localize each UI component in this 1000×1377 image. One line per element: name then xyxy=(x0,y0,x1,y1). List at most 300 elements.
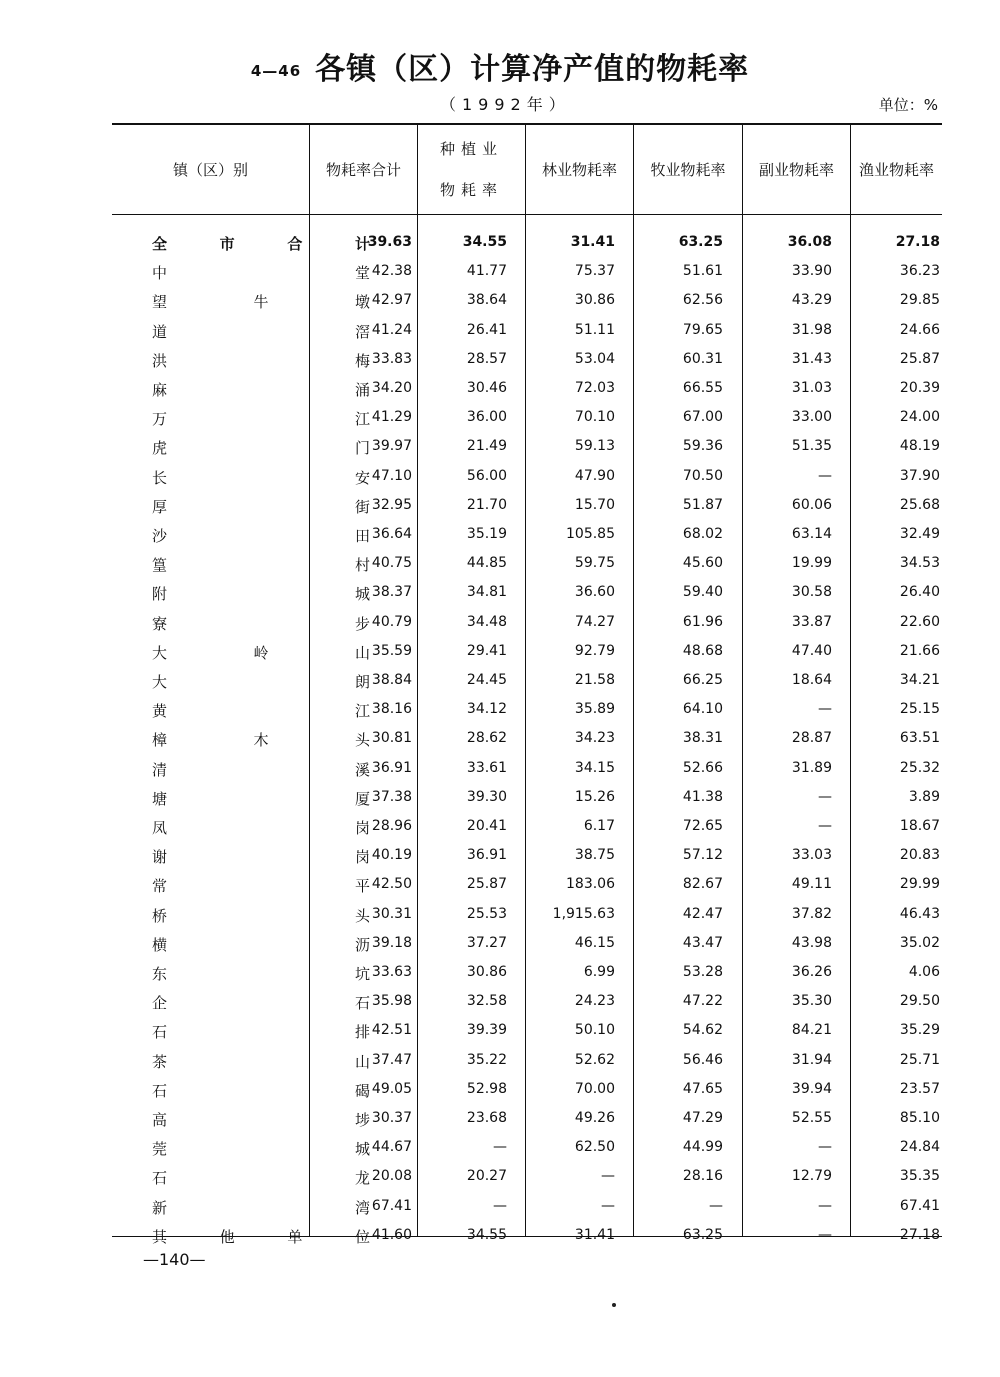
cell-forestry: 49.26 xyxy=(574,1110,615,1126)
cell-animal: 60.31 xyxy=(682,350,723,367)
cell-forestry: 21.58 xyxy=(574,672,615,688)
cell-planting: 39.30 xyxy=(466,788,507,805)
region-name-char: 长 xyxy=(152,468,168,487)
cell-animal: 42.47 xyxy=(682,905,723,922)
table-row xyxy=(112,1016,942,1045)
cell-fishery: 26.40 xyxy=(899,584,940,601)
cell-sideline: 37.82 xyxy=(791,905,832,922)
region-name-char: 樟 xyxy=(152,731,168,750)
region-name-char: 桥 xyxy=(152,906,168,925)
cell-sideline: 31.43 xyxy=(791,350,832,367)
row-region-name xyxy=(152,788,370,809)
region-name-char: 位 xyxy=(354,1227,370,1246)
cell-total: 42.50 xyxy=(371,876,412,893)
cell-fishery: 34.53 xyxy=(899,555,940,572)
cell-sideline: 31.89 xyxy=(791,759,832,776)
cell-forestry: 15.70 xyxy=(574,496,615,513)
cell-total: 41.60 xyxy=(371,1226,412,1243)
header-planting-bottom: 物耗率 xyxy=(439,181,503,199)
region-name-char: 城 xyxy=(354,585,370,604)
table-row xyxy=(112,900,942,929)
region-name-char: 梅 xyxy=(354,351,370,370)
cell-fishery: 35.29 xyxy=(899,1022,940,1039)
cell-fishery: 25.32 xyxy=(899,759,940,776)
cell-total: 36.64 xyxy=(371,526,412,542)
cell-fishery: 18.67 xyxy=(899,818,940,834)
row-region-name xyxy=(152,700,370,721)
table-row xyxy=(112,462,942,491)
cell-forestry: 30.86 xyxy=(574,292,615,309)
cell-sideline: — xyxy=(818,467,832,484)
cell-forestry: 74.27 xyxy=(574,613,615,630)
row-region-name xyxy=(152,350,370,371)
row-region-name xyxy=(152,379,370,400)
cell-fishery: 63.51 xyxy=(899,730,940,747)
cell-total: 35.98 xyxy=(371,993,412,1010)
cell-fishery: 24.66 xyxy=(899,321,940,338)
header-forestry: 林业物耗率 xyxy=(541,160,617,179)
row-region-name xyxy=(152,1080,370,1101)
cell-animal: 64.10 xyxy=(682,701,723,718)
cell-fishery: 29.85 xyxy=(899,292,940,309)
cell-fishery: 25.15 xyxy=(899,701,940,718)
cell-sideline: 28.87 xyxy=(791,730,832,747)
cell-total: 39.18 xyxy=(371,934,412,951)
cell-planting: 44.85 xyxy=(466,555,507,572)
cell-sideline: 31.03 xyxy=(791,380,832,396)
region-name-char: 附 xyxy=(152,585,168,604)
cell-forestry: 6.17 xyxy=(583,818,615,834)
header-total: 物耗率合计 xyxy=(325,160,401,179)
cell-animal: 38.31 xyxy=(682,730,723,747)
cell-animal: 28.16 xyxy=(682,1168,723,1185)
table-row xyxy=(112,374,942,403)
cell-animal: 59.36 xyxy=(682,438,723,455)
header-planting xyxy=(418,124,525,214)
region-name-char: 莞 xyxy=(152,1140,168,1159)
cell-fishery: 67.41 xyxy=(899,1197,940,1214)
row-region-name xyxy=(152,934,370,955)
cell-fishery: 32.49 xyxy=(899,526,940,542)
cell-total: 38.16 xyxy=(371,701,412,718)
page-number: —140— xyxy=(143,1250,206,1269)
region-name-char: 溪 xyxy=(354,760,370,779)
cell-total: 44.67 xyxy=(371,1139,412,1156)
table-row xyxy=(112,1046,942,1075)
row-region-name xyxy=(152,1138,370,1159)
region-name-char: 排 xyxy=(354,1023,370,1042)
table-row xyxy=(112,1162,942,1191)
cell-total: 40.19 xyxy=(371,847,412,864)
cell-animal: 53.28 xyxy=(682,964,723,980)
row-region-name xyxy=(152,233,370,254)
cell-total: 42.97 xyxy=(371,292,412,309)
region-name-char: 平 xyxy=(354,877,370,896)
cell-planting: 21.70 xyxy=(466,496,507,513)
region-name-char: 门 xyxy=(354,439,370,458)
region-name-char: 江 xyxy=(354,410,370,429)
cell-fishery: 25.71 xyxy=(899,1051,940,1068)
cell-sideline: — xyxy=(818,1226,832,1243)
cell-animal: 63.25 xyxy=(678,234,723,250)
cell-total: 40.75 xyxy=(371,555,412,572)
table-row xyxy=(112,1104,942,1133)
region-name-char: 头 xyxy=(354,731,370,750)
region-name-char: 头 xyxy=(354,906,370,925)
region-name-char: 道 xyxy=(152,322,168,341)
cell-planting: 26.41 xyxy=(466,321,507,338)
cell-planting: 34.81 xyxy=(466,584,507,601)
cell-forestry: 70.10 xyxy=(574,409,615,426)
cell-sideline: 33.03 xyxy=(791,847,832,864)
cell-animal: 47.22 xyxy=(682,993,723,1010)
row-region-name xyxy=(152,437,370,458)
row-region-name xyxy=(152,321,370,342)
cell-sideline: 33.87 xyxy=(791,613,832,630)
region-name-char: 湾 xyxy=(354,1198,370,1217)
cell-forestry: 34.15 xyxy=(574,759,615,776)
region-name-char: 清 xyxy=(152,760,168,779)
cell-planting: 34.55 xyxy=(462,234,507,250)
cell-total: 28.96 xyxy=(371,818,412,834)
cell-fishery: 29.99 xyxy=(899,876,940,893)
cell-planting: 35.22 xyxy=(466,1051,507,1068)
cell-planting: 28.57 xyxy=(466,350,507,367)
cell-sideline: 63.14 xyxy=(791,526,832,542)
stray-mark xyxy=(612,1303,616,1307)
cell-total: 37.47 xyxy=(371,1051,412,1068)
cell-forestry: 53.04 xyxy=(574,350,615,367)
row-region-name xyxy=(152,262,370,283)
region-name-char: 常 xyxy=(152,877,168,896)
cell-fishery: 20.39 xyxy=(899,380,940,396)
cell-planting: 52.98 xyxy=(466,1080,507,1097)
region-name-char: 茶 xyxy=(152,1052,168,1071)
table-row xyxy=(112,286,942,315)
cell-total: 39.97 xyxy=(371,438,412,455)
cell-planting: 30.86 xyxy=(466,964,507,980)
region-name-char: 万 xyxy=(152,410,168,429)
cell-sideline: 31.94 xyxy=(791,1051,832,1068)
cell-forestry: 47.90 xyxy=(574,467,615,484)
table-row xyxy=(112,637,942,666)
table-row xyxy=(112,432,942,461)
cell-planting: 28.62 xyxy=(466,730,507,747)
region-name-char: 牛 xyxy=(253,293,269,312)
row-region-name xyxy=(152,1197,370,1218)
region-name-char: 谢 xyxy=(152,848,168,867)
region-name-char: 碣 xyxy=(354,1081,370,1100)
cell-sideline: 30.58 xyxy=(791,584,832,601)
region-name-char: 村 xyxy=(354,556,370,575)
cell-fishery: 35.35 xyxy=(899,1168,940,1185)
cell-fishery: 29.50 xyxy=(899,993,940,1010)
cell-sideline: 36.26 xyxy=(791,964,832,980)
cell-forestry: 92.79 xyxy=(574,642,615,659)
cell-fishery: 22.60 xyxy=(899,613,940,630)
header-planting-top: 种植业 xyxy=(439,140,503,158)
row-region-name xyxy=(152,729,370,750)
cell-forestry: 72.03 xyxy=(574,380,615,396)
table-row xyxy=(112,724,942,753)
cell-forestry: 105.85 xyxy=(566,526,615,542)
cell-animal: 66.55 xyxy=(682,380,723,396)
table-row xyxy=(112,520,942,549)
cell-fishery: 25.87 xyxy=(899,350,940,367)
region-name-char: 市 xyxy=(219,235,235,253)
table-row xyxy=(112,608,942,637)
cell-forestry: 59.75 xyxy=(574,555,615,572)
region-name-char: 横 xyxy=(152,935,168,954)
cell-total: 40.79 xyxy=(371,613,412,630)
cell-sideline: 31.98 xyxy=(791,321,832,338)
cell-animal: 51.87 xyxy=(682,496,723,513)
cell-animal: 59.40 xyxy=(682,584,723,601)
table-row xyxy=(112,666,942,695)
cell-fishery: 20.83 xyxy=(899,847,940,864)
cell-total: 37.38 xyxy=(371,788,412,805)
cell-animal: 63.25 xyxy=(682,1226,723,1243)
cell-sideline: 60.06 xyxy=(791,496,832,513)
region-name-char: 坑 xyxy=(354,965,370,983)
table-row xyxy=(112,549,942,578)
cell-animal: 68.02 xyxy=(682,526,723,542)
cell-sideline: 47.40 xyxy=(791,642,832,659)
table-row xyxy=(112,578,942,607)
table-row xyxy=(112,783,942,812)
cell-forestry: 52.62 xyxy=(574,1051,615,1068)
cell-sideline: 39.94 xyxy=(791,1080,832,1097)
region-name-char: 他 xyxy=(219,1227,235,1246)
cell-fishery: 4.06 xyxy=(908,964,940,980)
cell-fishery: 21.66 xyxy=(899,642,940,659)
cell-total: 33.63 xyxy=(371,964,412,980)
cell-planting: 36.91 xyxy=(466,847,507,864)
cell-total: 39.63 xyxy=(367,234,412,250)
table-row xyxy=(112,812,942,841)
cell-fishery: 85.10 xyxy=(899,1110,940,1126)
region-name-char: 石 xyxy=(152,1081,168,1100)
cell-animal: 44.99 xyxy=(682,1139,723,1156)
cell-sideline: 49.11 xyxy=(791,876,832,893)
cell-sideline: — xyxy=(818,788,832,805)
page-title xyxy=(0,44,1000,88)
cell-forestry: 15.26 xyxy=(574,788,615,805)
table-header-rule xyxy=(112,214,942,215)
cell-fishery: 27.18 xyxy=(895,234,940,250)
region-name-char: 石 xyxy=(152,1023,168,1042)
cell-forestry: 70.00 xyxy=(574,1080,615,1097)
cell-planting: 25.53 xyxy=(466,905,507,922)
cell-planting: 20.27 xyxy=(466,1168,507,1185)
region-name-char: 单 xyxy=(287,1227,303,1246)
cell-forestry: 51.11 xyxy=(574,321,615,338)
cell-sideline: 36.08 xyxy=(787,234,832,250)
region-name-char: 安 xyxy=(354,468,370,487)
table-row xyxy=(112,403,942,432)
cell-planting: 38.64 xyxy=(466,292,507,309)
row-region-name xyxy=(152,1226,370,1247)
cell-forestry: 50.10 xyxy=(574,1022,615,1039)
row-region-name xyxy=(152,1021,370,1042)
cell-animal: 72.65 xyxy=(682,818,723,834)
cell-total: 32.95 xyxy=(371,496,412,513)
cell-forestry: — xyxy=(601,1168,615,1185)
cell-planting: 37.27 xyxy=(466,934,507,951)
region-name-char: 企 xyxy=(152,994,168,1013)
header-animal: 牧业物耗率 xyxy=(650,160,726,179)
row-region-name xyxy=(152,992,370,1013)
cell-fishery: 3.89 xyxy=(908,788,940,805)
table-row xyxy=(112,1221,942,1250)
cell-planting: 29.41 xyxy=(466,642,507,659)
table-row xyxy=(112,491,942,520)
cell-animal: 56.46 xyxy=(682,1051,723,1068)
region-name-char: 麻 xyxy=(152,381,168,399)
row-region-name xyxy=(152,671,370,692)
region-name-char: 堂 xyxy=(354,264,370,283)
region-name-char: 山 xyxy=(354,1052,370,1071)
region-name-char: 山 xyxy=(354,643,370,662)
table-row xyxy=(112,1133,942,1162)
region-name-char: 滘 xyxy=(354,322,370,341)
cell-fishery: 24.00 xyxy=(899,409,940,426)
cell-fishery: 36.23 xyxy=(899,263,940,280)
cell-fishery: 46.43 xyxy=(899,905,940,922)
cell-planting: 23.68 xyxy=(466,1110,507,1126)
cell-planting: 34.55 xyxy=(466,1226,507,1243)
cell-total: 30.37 xyxy=(371,1110,412,1126)
cell-fishery: 24.84 xyxy=(899,1139,940,1156)
cell-total: 67.41 xyxy=(371,1197,412,1214)
cell-planting: — xyxy=(493,1139,507,1156)
cell-total: 49.05 xyxy=(371,1080,412,1097)
cell-sideline: — xyxy=(818,1139,832,1156)
cell-planting: 33.61 xyxy=(466,759,507,776)
region-name-char: 黄 xyxy=(152,702,168,721)
cell-animal: — xyxy=(709,1197,723,1214)
cell-forestry: 46.15 xyxy=(574,934,615,951)
header-sideline: 副业物耗率 xyxy=(758,160,834,179)
cell-total: 41.24 xyxy=(371,321,412,338)
cell-forestry: 1,915.63 xyxy=(552,905,615,922)
region-name-char: 岭 xyxy=(253,643,269,662)
cell-sideline: 43.98 xyxy=(791,934,832,951)
cell-total: 42.51 xyxy=(371,1022,412,1039)
cell-forestry: 24.23 xyxy=(574,993,615,1010)
row-region-name xyxy=(152,905,370,926)
cell-total: 20.08 xyxy=(371,1168,412,1185)
cell-animal: 82.67 xyxy=(682,876,723,893)
row-region-name xyxy=(152,1051,370,1072)
table-row xyxy=(112,1192,942,1221)
region-name-char: 岗 xyxy=(354,819,370,837)
cell-animal: 47.29 xyxy=(682,1110,723,1126)
cell-fishery: 35.02 xyxy=(899,934,940,951)
region-name-char: 望 xyxy=(152,293,168,312)
row-region-name xyxy=(152,1167,370,1188)
region-name-char: 岗 xyxy=(354,848,370,867)
cell-animal: 45.60 xyxy=(682,555,723,572)
row-region-name xyxy=(152,1109,370,1130)
cell-forestry: 183.06 xyxy=(566,876,615,893)
cell-fishery: 48.19 xyxy=(899,438,940,455)
row-region-name xyxy=(152,642,370,663)
table-title: 各镇（区）计算净产值的物耗率 xyxy=(315,52,750,87)
cell-sideline: 35.30 xyxy=(791,993,832,1010)
cell-forestry: — xyxy=(601,1197,615,1214)
cell-total: 47.10 xyxy=(371,467,412,484)
cell-sideline: 12.79 xyxy=(791,1168,832,1185)
cell-planting: 35.19 xyxy=(466,526,507,542)
cell-total: 38.84 xyxy=(371,672,412,688)
cell-sideline: 84.21 xyxy=(791,1022,832,1039)
cell-forestry: 35.89 xyxy=(574,701,615,718)
cell-planting: 20.41 xyxy=(466,818,507,834)
row-region-name xyxy=(152,759,370,780)
cell-sideline: — xyxy=(818,701,832,718)
cell-forestry: 34.23 xyxy=(574,730,615,747)
region-name-char: 江 xyxy=(354,702,370,721)
row-region-name xyxy=(152,817,370,838)
row-region-name xyxy=(152,496,370,517)
region-name-char: 朗 xyxy=(354,673,370,691)
table-row xyxy=(112,987,942,1016)
region-name-char: 石 xyxy=(354,994,370,1013)
region-name-char: 涌 xyxy=(354,381,370,399)
table-number: 4—46 xyxy=(250,61,302,80)
cell-planting: 56.00 xyxy=(466,467,507,484)
cell-total: 34.20 xyxy=(371,380,412,396)
cell-planting: 41.77 xyxy=(466,263,507,280)
cell-fishery: 23.57 xyxy=(899,1080,940,1097)
cell-animal: 51.61 xyxy=(682,263,723,280)
cell-forestry: 59.13 xyxy=(574,438,615,455)
region-name-char: 田 xyxy=(354,527,370,545)
cell-total: 30.81 xyxy=(371,730,412,747)
cell-sideline: 33.00 xyxy=(791,409,832,426)
table-year: （1992年） xyxy=(440,95,571,114)
row-region-name xyxy=(152,408,370,429)
cell-total: 42.38 xyxy=(371,263,412,280)
region-name-char: 步 xyxy=(354,614,370,633)
table-row xyxy=(112,257,942,286)
table-unit: 单位：% xyxy=(878,96,938,114)
row-region-name xyxy=(152,525,370,546)
cell-animal: 43.47 xyxy=(682,934,723,951)
cell-sideline: 51.35 xyxy=(791,438,832,455)
table-row xyxy=(112,695,942,724)
row-region-name xyxy=(152,963,370,984)
cell-animal: 47.65 xyxy=(682,1080,723,1097)
region-name-char: 高 xyxy=(152,1111,168,1129)
row-region-name xyxy=(152,875,370,896)
cell-sideline: 18.64 xyxy=(791,672,832,688)
region-name-char: 龙 xyxy=(354,1169,370,1188)
table-row xyxy=(112,754,942,783)
cell-forestry: 36.60 xyxy=(574,584,615,601)
cell-planting: 24.45 xyxy=(466,672,507,688)
region-name-char: 墩 xyxy=(354,293,370,312)
table-row xyxy=(112,228,942,257)
cell-planting: 32.58 xyxy=(466,993,507,1010)
cell-total: 41.29 xyxy=(371,409,412,426)
region-name-char: 厚 xyxy=(152,497,168,516)
cell-fishery: 37.90 xyxy=(899,467,940,484)
row-region-name xyxy=(152,467,370,488)
cell-total: 35.59 xyxy=(371,642,412,659)
region-name-char: 篁 xyxy=(152,556,168,575)
